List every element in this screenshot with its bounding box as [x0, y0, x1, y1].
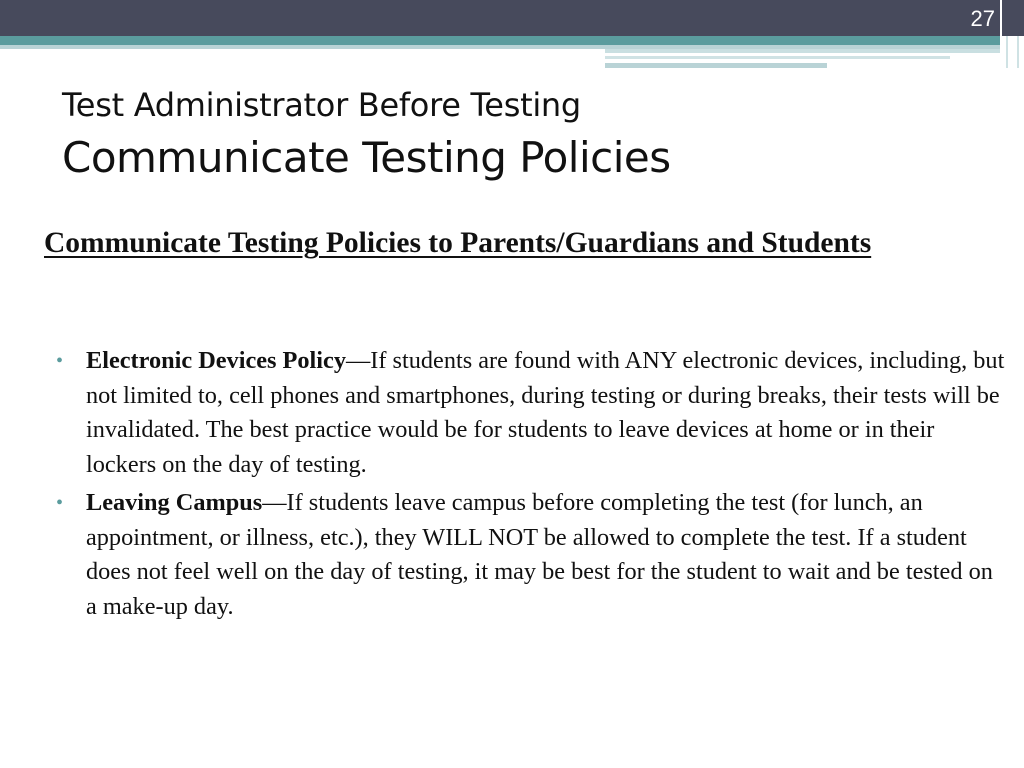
section-subheading: Communicate Testing Policies to Parents/Guardians and Students	[44, 227, 872, 259]
bullet-item	[56, 486, 1006, 624]
slide-title-line1: Test Administrator Before Testing	[62, 86, 581, 124]
slide-number: 27	[970, 6, 995, 31]
slide-title-line2: Communicate Testing Policies	[62, 133, 671, 182]
bullet-text: —If students leave campus before completing the test (for lunch, an appointment, or illness, etc.), they WILL NOT be allowed to complete the test. If a student does not feel well on the day of testing, it may be best for the student to wait and be tested on a make-up day.	[86, 489, 993, 620]
bullet-term: Leaving Campus	[86, 489, 263, 516]
bullet-item	[56, 344, 1006, 482]
bullet-text: —If students are found with ANY electronic devices, including, but not limited to, cell phones and smartphones, during testing or during breaks, their tests will be invalidated. The best practice would be for students to leave devices at home or in their lockers on the day of testing.	[86, 347, 1005, 478]
header-accent-stripe	[605, 49, 1000, 53]
header-accent-bar	[0, 36, 1000, 45]
header-band	[0, 0, 1024, 36]
header-accent-stripe	[605, 56, 950, 59]
bullet-list	[56, 344, 1006, 628]
bullet-icon: •	[56, 350, 64, 372]
header-accent-stripe	[605, 63, 827, 68]
header-divider	[1000, 0, 1002, 66]
header-divider	[1006, 36, 1008, 68]
header-divider	[1017, 36, 1019, 68]
bullet-icon: •	[56, 492, 64, 514]
bullet-term: Electronic Devices Policy	[86, 347, 346, 374]
